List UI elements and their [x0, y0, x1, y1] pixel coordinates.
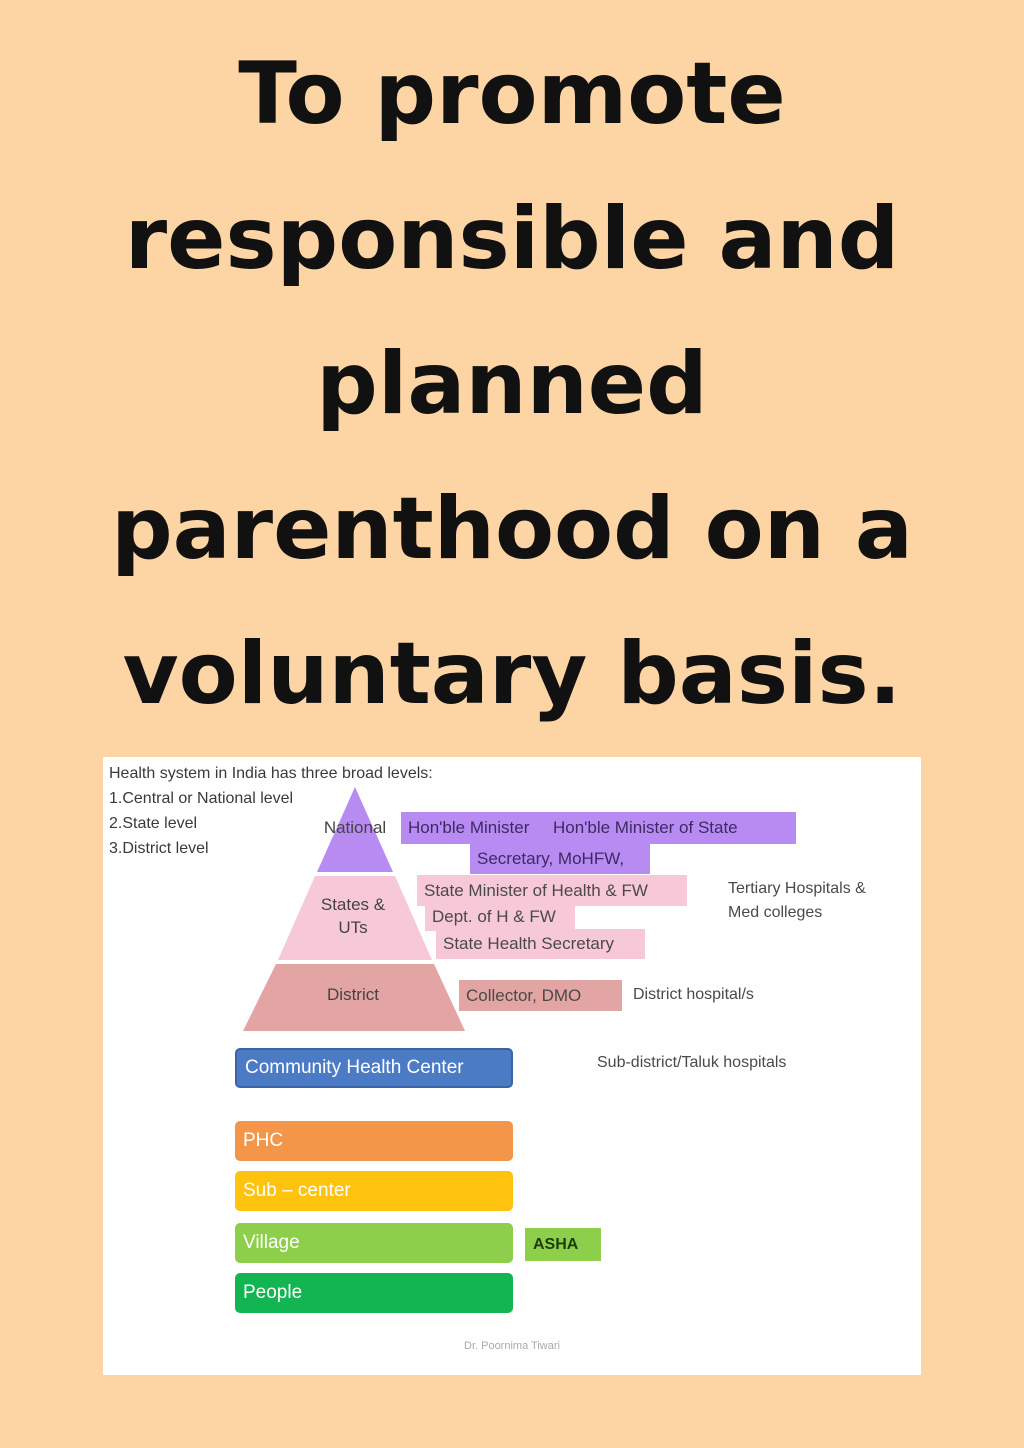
pyramid-label-states-line: UTs	[338, 918, 368, 937]
state-secretary-box: State Health Secretary	[436, 929, 645, 959]
national-secretary-box: Secretary, MoHFW,	[470, 844, 650, 874]
slide-credit: Dr. Poornima Tiwari	[464, 1340, 560, 1352]
state-note	[728, 877, 866, 925]
national-ministers-box: Hon'ble Minister Hon'ble Minister of State	[401, 812, 796, 844]
headline-line: voluntary basis.	[122, 624, 902, 724]
asha-box: ASHA	[525, 1228, 601, 1261]
state-dept-box: Dept. of H & FW	[425, 903, 575, 931]
sub-center-bar: Sub – center	[235, 1171, 513, 1211]
state-minister-box: State Minister of Health & FW	[417, 875, 687, 906]
community-health-center-bar: Community Health Center	[235, 1048, 513, 1088]
headline-line: To promote	[238, 44, 786, 144]
district-collector-box: Collector, DMO	[459, 980, 622, 1011]
health-system-diagram	[103, 757, 921, 1375]
headline	[0, 22, 1024, 747]
phc-bar: PHC	[235, 1121, 513, 1161]
intro-level-central: 1.Central or National level	[109, 790, 294, 807]
intro-heading: Health system in India has three broad levels:	[109, 765, 433, 782]
intro-level-district: 3.District level	[109, 840, 209, 857]
district-note: District hospital/s	[633, 986, 754, 1003]
intro-level-state: 2.State level	[109, 815, 198, 832]
state-note-line: Med colleges	[728, 904, 823, 921]
state-note-line: Tertiary Hospitals &	[728, 880, 866, 897]
pyramid-label-states-line: States &	[320, 895, 386, 914]
pyramid-label-district: District	[327, 985, 379, 1004]
headline-line: parenthood on a	[111, 479, 913, 579]
pyramid-label-states	[303, 893, 403, 939]
headline-line: responsible and	[124, 189, 900, 289]
pyramid-label-national: National	[323, 818, 387, 837]
village-bar: Village	[235, 1223, 513, 1263]
people-bar: People	[235, 1273, 513, 1313]
chc-note: Sub-district/Taluk hospitals	[597, 1054, 787, 1071]
headline-line: planned	[316, 334, 708, 434]
